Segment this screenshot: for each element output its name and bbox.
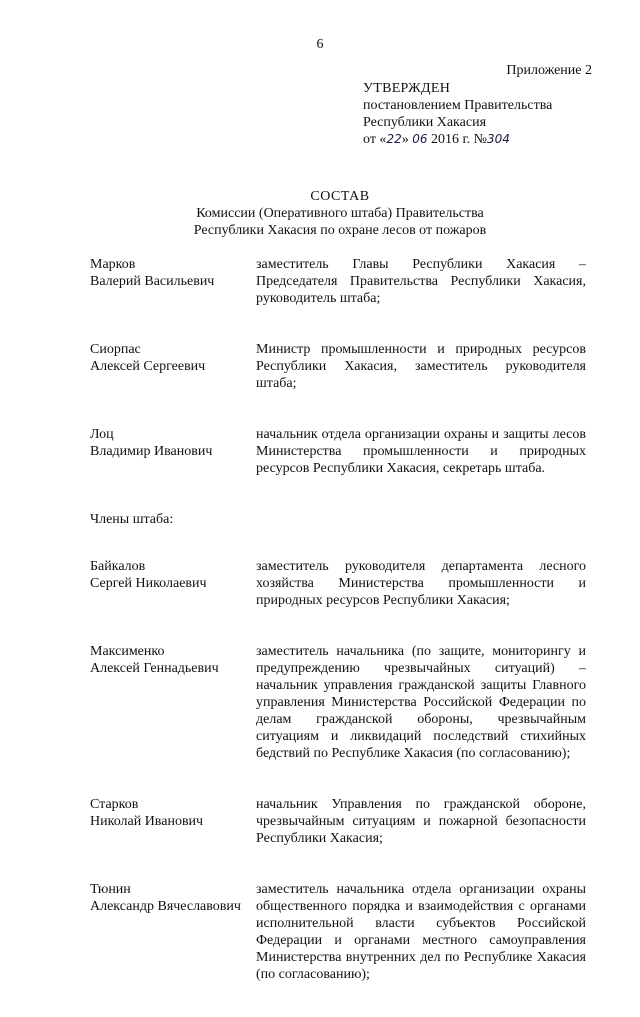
member-row (90, 643, 590, 762)
member-row (90, 256, 590, 307)
member-row (90, 558, 590, 609)
approval-line-2: Республики Хакасия (363, 115, 487, 130)
member-given-names: Владимир Иванович (90, 444, 213, 459)
member-role: заместитель начальника (по защите, мониторингу и предупреждению чрезвычайных ситуаций) – начальник управления гражданской защиты Главного управления Министерства Российской Федерации по делам гражданской обороны, чрезвычайным ситуациям и ликвидаций последствий стихийных бедствий по Республике Хакасия (по согласованию); (256, 644, 586, 761)
title-line-3: Республики Хакасия по охране лесов от пожаров (193, 223, 487, 238)
member-surname: Байкалов (90, 559, 146, 574)
member-surname: Тюнин (90, 882, 131, 897)
member-role: заместитель Главы Республики Хакасия – Председателя Правительства Республики Хакасия, руководитель штаба; (256, 257, 586, 306)
date-sep: » (401, 132, 413, 147)
member-role: начальник Управления по гражданской обороне, чрезвычайным ситуациям и пожарной безопасности Республики Хакасия; (256, 797, 586, 846)
member-given-names: Сергей Николаевич (90, 576, 207, 591)
approval-line-1: постановлением Правительства (363, 98, 553, 113)
page-number: 6 (316, 37, 324, 52)
member-surname: Сиорпас (90, 342, 141, 357)
member-name (90, 881, 256, 983)
member-name (90, 341, 256, 392)
member-row (90, 881, 590, 983)
member-role: начальник отдела организации охраны и защиты лесов Министерства промышленности и природных ресурсов Республики Хакасия, секретарь штаба. (256, 427, 586, 476)
date-month-handwritten: 06 (412, 132, 428, 146)
approval-date (363, 131, 603, 148)
member-name (90, 796, 256, 847)
decree-number-handwritten: 304 (487, 132, 510, 146)
member-name (90, 558, 256, 609)
appendix-label: Приложение 2 (506, 63, 592, 78)
member-row (90, 341, 590, 392)
member-given-names: Алексей Геннадьевич (90, 661, 219, 676)
commission-list (90, 256, 590, 1017)
member-surname: Старков (90, 797, 139, 812)
member-role: Министр промышленности и природных ресурсов Республики Хакасия, заместитель руководителя штаба; (256, 342, 586, 391)
member-name (90, 256, 256, 307)
approval-block (363, 80, 603, 148)
member-name (90, 643, 256, 762)
member-given-names: Валерий Васильевич (90, 274, 215, 289)
title-line-2: Комиссии (Оперативного штаба) Правительства (196, 206, 484, 221)
member-surname: Марков (90, 257, 136, 272)
title-line-1: СОСТАВ (310, 189, 370, 204)
member-surname: Лоц (90, 427, 114, 442)
approval-heading: УТВЕРЖДЕН (363, 81, 451, 96)
date-prefix: от « (363, 132, 387, 147)
member-role: заместитель руководителя департамента лесного хозяйства Министерства промышленности и природных ресурсов Республики Хакасия; (256, 559, 586, 608)
members-heading: Члены штаба: (90, 512, 174, 527)
date-day-handwritten: 22 (386, 132, 402, 146)
member-given-names: Николай Иванович (90, 814, 204, 829)
member-row (90, 426, 590, 477)
member-role: заместитель начальника отдела организации охраны общественного порядка и взаимодействия с органами исполнительной власти субъектов Российской Федерации и органами местного самоуправления Министерства внутренних дел по Республике Хакасия (по согласованию); (256, 882, 586, 982)
member-given-names: Алексей Сергеевич (90, 359, 206, 374)
member-surname: Максименко (90, 644, 165, 659)
document-title (0, 188, 640, 239)
member-given-names: Александр Вячеславович (90, 899, 241, 914)
member-name (90, 426, 256, 477)
date-year: 2016 г. № (427, 132, 488, 147)
member-row (90, 796, 590, 847)
